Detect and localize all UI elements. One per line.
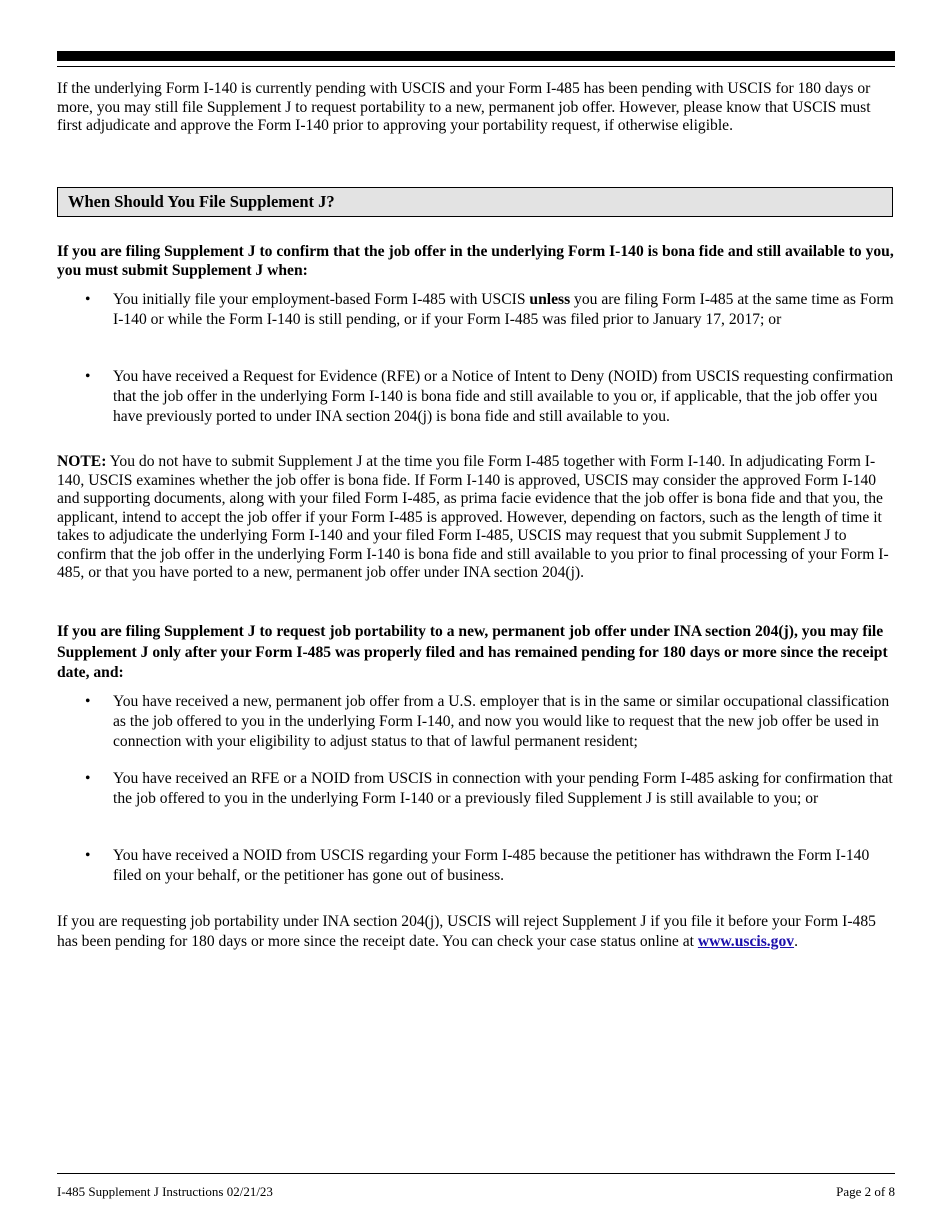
footer-page-number: Page 2 of 8	[836, 1184, 895, 1199]
document-page	[57, 0, 895, 1230]
top-thin-rule	[57, 66, 895, 67]
list-item: • You have received a Request for Evidence (RFE) or a Notice of Intent to Deny (NOID) from USCIS requesting confirmation that the job offer in the underlying Form I-140 is bona fide and still available to you or, if applicable, that the job offer you have previously ported to under INA section 204(j) is bona fide and still available to you.	[85, 368, 894, 425]
list-item: • You have received a NOID from USCIS regarding your Form I-485 because the petitioner has withdrawn the Form I-140 filed on your behalf, or the petitioner has gone out of business.	[85, 847, 870, 884]
intro-paragraph: If the underlying Form I-140 is currently pending with USCIS and your Form I-485 has been pending with USCIS for 180 days or more, you may still file Supplement J to request portability to a new, permanent job offer. However, please know that USCIS must first adjudicate and approve the Form I-140 prior to approving your portability request, if otherwise eligible.	[57, 80, 871, 134]
bona-fide-list	[57, 290, 895, 330]
list-item: • You have received an RFE or a NOID from USCIS in connection with your pending Form I-485 asking for confirmation that the job offered to you in the underlying Form I-140 or a previously filed Supplement J is still available to you; or	[85, 770, 893, 807]
bullet-icon: •	[85, 693, 91, 710]
emphasis-unless: unless	[529, 291, 571, 308]
section-title: When Should You File Supplement J?	[68, 192, 335, 211]
footer-form-info: I-485 Supplement J Instructions 02/21/23	[57, 1184, 273, 1199]
portability-list-2	[57, 769, 895, 809]
footer-rule	[57, 1173, 895, 1174]
bullet-icon: •	[85, 291, 91, 308]
bona-fide-heading: If you are filing Supplement J to confirm that the job offer in the underlying Form I-140 is bona fide and still available to you, you must submit Supplement J when:	[57, 243, 894, 279]
top-thick-rule	[57, 51, 895, 61]
portability-heading: If you are filing Supplement J to request job portability to a new, permanent job offer under INA section 204(j), you may file Supplement J only after your Form I-485 was properly filed and has remained pending for 180 days or more since the receipt date, and:	[57, 623, 888, 681]
section-header	[57, 187, 893, 217]
list-item: • You have received a new, permanent job offer from a U.S. employer that is in the same or similar occupational classification as the job offered to you in the underlying Form I-140, and now you would like to request that the new job offer be used in connection with your eligibility to adjust status to that of lawful permanent resident;	[85, 693, 890, 750]
list-item: • You initially file your employment-based Form I-485 with USCIS unless you are filing Form I-485 at the same time as Form I-140 or while the Form I-140 is still pending, or if your Form I-485 was filed prior to January 17, 2017; or	[85, 291, 894, 328]
bullet-icon: •	[85, 847, 91, 864]
closing-paragraph: If you are requesting job portability under INA section 204(j), USCIS will reject Supplement J if you file it before your Form I-485 has been pending for 180 days or more since the receipt date. You can check your case status online at www.uscis.gov.	[57, 913, 876, 950]
portability-list-3	[57, 846, 895, 886]
bullet-icon: •	[85, 770, 91, 787]
note-label: NOTE:	[57, 453, 107, 470]
bullet-icon: •	[85, 368, 91, 385]
uscis-website-link[interactable]: www.uscis.gov	[697, 933, 795, 950]
note-paragraph: NOTE: You do not have to submit Supplement J at the time you file Form I-485 together with Form I-140. In adjudicating Form I-140, USCIS examines whether the job offer is bona fide. If Form I-140 is approved, USCIS may consider the approved Form I-140 and supporting documents, along with your filed Form I-485, as prima facie evidence that the job offer is bona fide and that you, the applicant, intend to accept the job offer if your Form I-485 is approved. However, depending on factors, such as the length of time it takes to adjudicate the underlying Form I-140 and your filed Form I-485, USCIS may request that you submit Supplement J to confirm that the job offer in the underlying Form I-140 is bona fide and still available to you prior to final processing of your Form I-485, or that you have ported to a new, permanent job offer under INA section 204(j).	[57, 453, 889, 581]
portability-list-1	[57, 692, 895, 752]
bona-fide-list-2	[57, 367, 895, 427]
